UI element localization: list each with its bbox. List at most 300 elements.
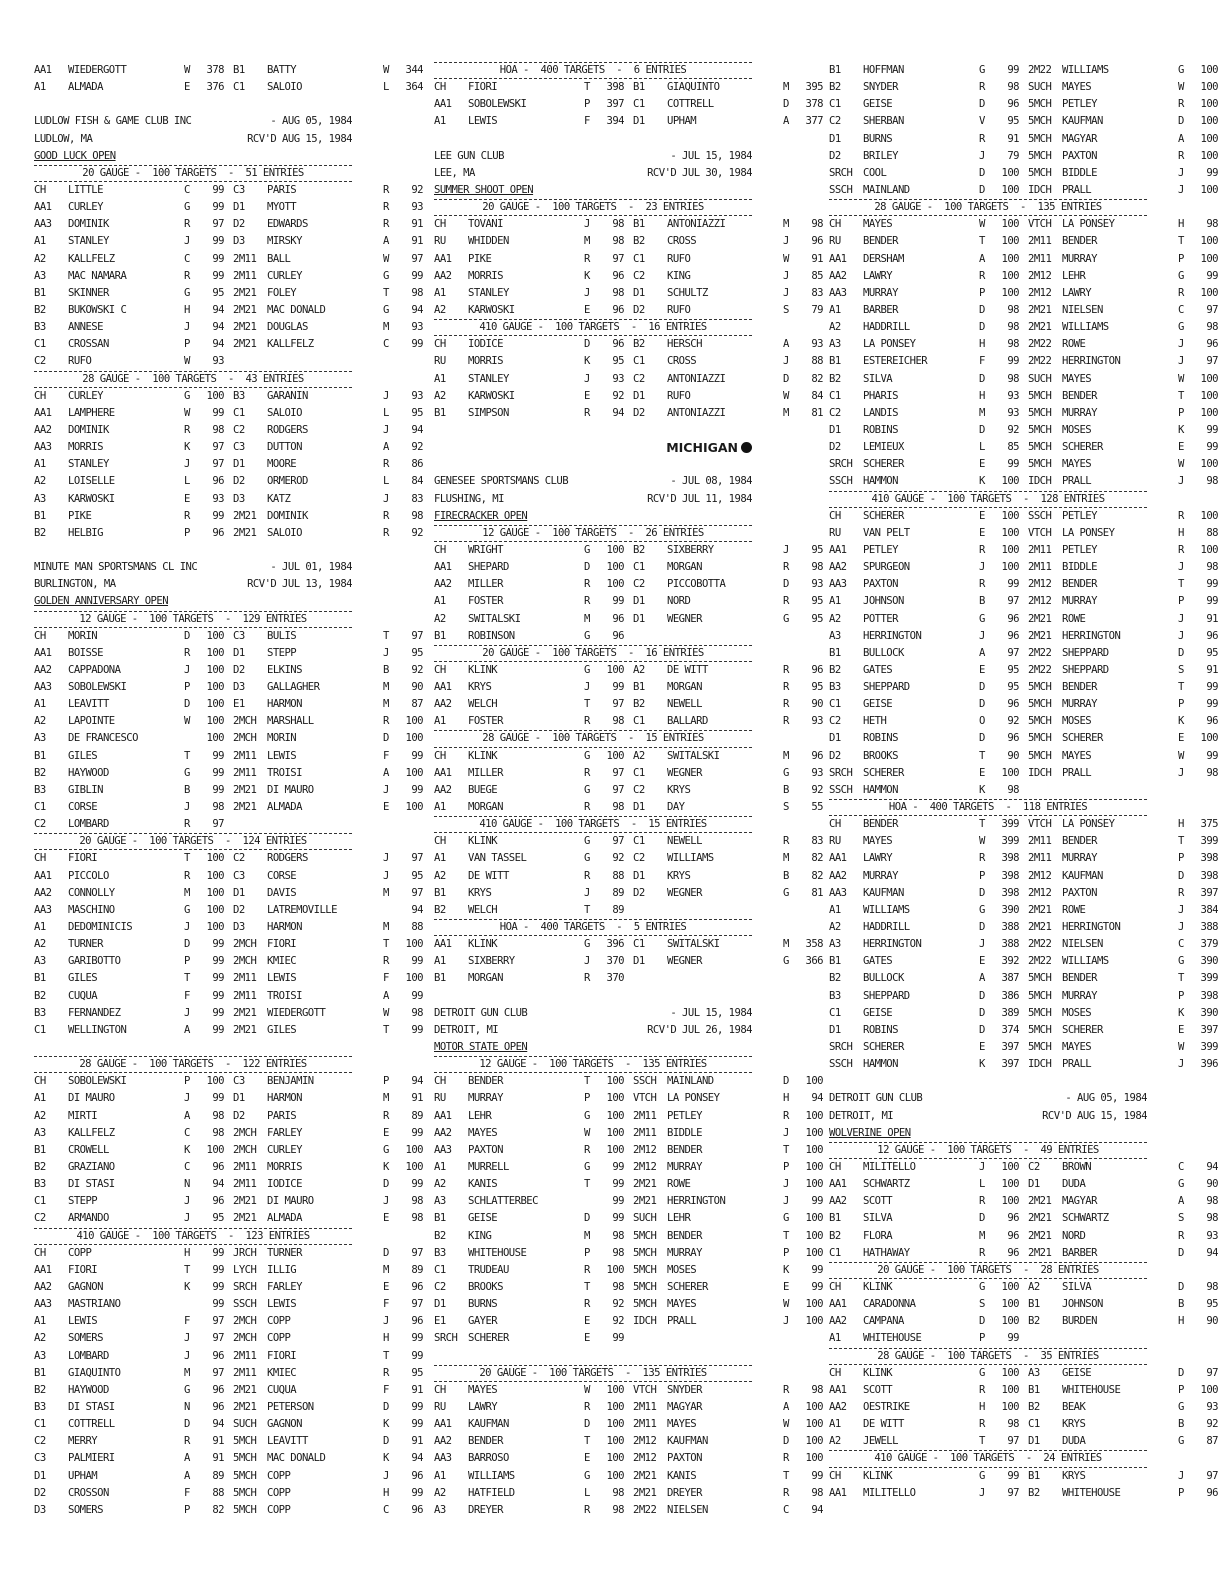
result-right [233, 456, 423, 473]
class-code: C2 [434, 1280, 446, 1293]
shooter-name: WIEDERGOTT [68, 64, 127, 76]
event-header: HOA - 400 TARGETS - 5 ENTRIES [434, 919, 752, 936]
result-left [34, 1090, 224, 1107]
result-right [1028, 850, 1218, 867]
class-code: CH [34, 852, 46, 865]
shooter-name: HERSCH [667, 338, 702, 351]
shooter-name [667, 628, 783, 645]
result-left [434, 251, 624, 268]
result-right [1028, 353, 1218, 370]
initial: T [184, 1263, 190, 1276]
score: 96 [811, 749, 823, 762]
result-row [829, 936, 1218, 953]
class-code: C2 [233, 423, 245, 436]
score: 95 [1007, 681, 1019, 694]
result-right [1028, 1228, 1218, 1245]
initial: B [1178, 1298, 1184, 1311]
club-info: DETROIT GUN CLUB [829, 1092, 923, 1105]
class-code: SSCH [829, 475, 853, 488]
result-right [233, 285, 423, 302]
initial: P [584, 1246, 590, 1259]
shooter-name: LANDIS [863, 406, 898, 419]
result-left [829, 696, 1019, 713]
shooter-name: MORRIS [468, 269, 503, 282]
shooter-name [1062, 782, 1178, 799]
score: 100 [206, 852, 224, 865]
initial: J [184, 663, 190, 676]
result-left [434, 542, 624, 559]
result-right [233, 936, 423, 953]
spacer [34, 96, 352, 113]
class-code: A2 [34, 715, 46, 728]
shooter-name: KMIEC [267, 1366, 297, 1379]
result-right [1028, 388, 1218, 405]
score: 97 [1206, 1366, 1218, 1379]
initial: T [584, 1435, 590, 1448]
class-code: B1 [34, 286, 46, 299]
class-code: C1 [34, 338, 46, 351]
score: 99 [212, 1023, 224, 1036]
score: 100 [1001, 269, 1019, 282]
shooter-name: MOORE [267, 458, 297, 471]
shooter-name: FIORI [267, 938, 297, 951]
class-code: 2M21 [233, 1195, 257, 1208]
result-left [829, 251, 1019, 268]
initial: T [783, 1143, 789, 1156]
initial: R [783, 1383, 789, 1396]
score: 100 [1200, 115, 1218, 128]
shooter-name: RUFO [667, 389, 691, 402]
result-right [1028, 662, 1218, 679]
initial: J [184, 1332, 190, 1345]
class-code: B1 [34, 749, 46, 762]
score: 98 [612, 286, 624, 299]
class-code [633, 902, 667, 919]
result-right [233, 782, 423, 799]
initial: M [584, 612, 590, 625]
score: 97 [1206, 1469, 1218, 1482]
result-row [34, 199, 423, 216]
score: 100 [1001, 1178, 1019, 1191]
result-left [34, 782, 224, 799]
shooter-name: LAWRY [1062, 286, 1092, 299]
class-code: E1 [434, 1315, 446, 1328]
score: 100 [405, 715, 423, 728]
initial: D [979, 98, 985, 111]
result-left [34, 730, 224, 747]
shooter-name: BALLARD [667, 715, 708, 728]
result-row [34, 902, 423, 919]
result-row [829, 1485, 1218, 1502]
result-row [829, 1365, 1218, 1382]
score: 99 [212, 201, 224, 214]
result-row [434, 1073, 823, 1090]
score [395, 816, 423, 833]
initial: D [979, 989, 985, 1002]
result-right [633, 302, 823, 319]
shooter-name: BIDDLE [667, 1126, 702, 1139]
initial: J [979, 149, 985, 162]
date-info: RCV'D JUL 11, 1984 [647, 492, 752, 505]
class-code: CH [434, 1383, 446, 1396]
class-code: A1 [829, 903, 841, 916]
score: 94 [1206, 1246, 1218, 1259]
initial: T [1178, 972, 1184, 985]
result-right [1028, 902, 1218, 919]
result-row [829, 730, 1218, 747]
result-right [233, 62, 423, 79]
shooter-name: STANLEY [468, 286, 509, 299]
class-code: C1 [829, 1246, 841, 1259]
shooter-name: BENDER [863, 235, 898, 248]
class-code: AA1 [434, 766, 452, 779]
result-right [633, 113, 823, 130]
initial: G [979, 64, 985, 76]
score: 100 [206, 715, 224, 728]
class-code: AA3 [34, 903, 52, 916]
score: 96 [612, 338, 624, 351]
shooter-name: KAUFMAN [468, 1418, 509, 1431]
initial: R [1178, 886, 1184, 899]
initial: J [184, 1006, 190, 1019]
initial: J [783, 355, 789, 368]
class-code: 5MCH [1028, 166, 1052, 179]
shooter-name: MAYES [1062, 749, 1092, 762]
shooter-name: BOISSE [68, 646, 103, 659]
score: 98 [612, 1246, 624, 1259]
initial: T [584, 1178, 590, 1191]
result-row [829, 233, 1218, 250]
initial: R [184, 1435, 190, 1448]
class-code [633, 970, 667, 987]
initial: B [783, 869, 789, 882]
shooter-name: MAYES [863, 835, 893, 848]
score: 100 [1001, 1161, 1019, 1173]
result-right [233, 508, 423, 525]
score: 95 [411, 1366, 423, 1379]
result-row [829, 748, 1218, 765]
result-left [34, 1279, 224, 1296]
shooter-name: SALOIO [267, 406, 302, 419]
shooter-name: COPP [267, 1503, 291, 1516]
initial: J [184, 321, 190, 334]
class-code: AA1 [829, 1486, 847, 1499]
score: 98 [1007, 372, 1019, 385]
class-code: IDCH [1028, 766, 1052, 779]
class-code: B2 [829, 372, 841, 385]
result-right [233, 850, 423, 867]
class-code: 2M21 [233, 509, 257, 522]
score: 95 [212, 286, 224, 299]
initial: E [383, 801, 389, 814]
initial: C [383, 338, 389, 351]
class-code: A2 [829, 1435, 841, 1448]
initial: T [979, 1435, 985, 1448]
score: 98 [1206, 218, 1218, 231]
result-left [829, 628, 1019, 645]
class-code: AA1 [34, 646, 52, 659]
result-left [434, 1108, 624, 1125]
shooter-name: LEWIS [468, 115, 498, 128]
score: 100 [606, 1109, 624, 1122]
initial: J [184, 1349, 190, 1362]
initial: P [184, 1503, 190, 1516]
score: 99 [811, 1195, 823, 1208]
date-info: - AUG 05, 1984 [1065, 1092, 1147, 1105]
result-left [34, 491, 224, 508]
initial: G [184, 903, 190, 916]
shooter-name: ALMADA [267, 1212, 302, 1225]
initial: K [783, 1263, 789, 1276]
shooter-name: IODICE [468, 338, 503, 351]
shooter-name: FERNANDEZ [68, 1006, 121, 1019]
result-right [1028, 371, 1218, 388]
result-left [829, 1416, 1019, 1433]
shooter-name: SCOTT [863, 1383, 893, 1396]
result-row [34, 1485, 423, 1502]
result-row [829, 885, 1218, 902]
result-row [34, 353, 352, 370]
initial: D [383, 1178, 389, 1191]
score: 100 [405, 938, 423, 951]
initial: A [1178, 1195, 1184, 1208]
shooter-name: KARWOSKI [68, 492, 115, 505]
shooter-name: COPP [267, 1486, 291, 1499]
class-code: D1 [633, 869, 645, 882]
class-code: 5MCH [1028, 406, 1052, 419]
result-left [34, 473, 224, 490]
result-right [233, 1176, 423, 1193]
result-right [633, 696, 823, 713]
shooter-name: HERRINGTON [1062, 921, 1121, 934]
initial: L [383, 475, 389, 488]
result-row [829, 542, 1218, 559]
score: 89 [411, 1109, 423, 1122]
event-header: 20 GAUGE - 100 TARGETS - 135 ENTRIES [434, 1365, 752, 1382]
initial: K [979, 783, 985, 796]
score: 89 [612, 903, 624, 916]
result-left [34, 1193, 224, 1210]
shooter-name: HATFIELD [468, 1486, 515, 1499]
shooter-name: MAYES [468, 1383, 498, 1396]
shooter-name: JOHNSON [1062, 1298, 1103, 1311]
score: 96 [1007, 1212, 1019, 1225]
result-left [434, 850, 624, 867]
shooter-name: PIKE [68, 509, 92, 522]
score: 100 [405, 801, 423, 814]
initial: E [184, 492, 190, 505]
results-column-right [829, 62, 1218, 1502]
score: 100 [805, 1143, 823, 1156]
result-right [633, 1279, 823, 1296]
class-code: D1 [434, 1298, 446, 1311]
shooter-name: KANIS [468, 1178, 498, 1191]
score: 97 [411, 1298, 423, 1311]
class-code: B2 [829, 663, 841, 676]
initial: A [1178, 132, 1184, 145]
shooter-name: GAGNON [68, 1280, 103, 1293]
class-code: D1 [233, 201, 245, 214]
initial: J [1178, 475, 1184, 488]
result-right [1028, 988, 1218, 1005]
shooter-name: DREYER [468, 1503, 503, 1516]
class-code: B1 [1028, 1298, 1040, 1311]
initial: P [979, 869, 985, 882]
initial: G [584, 629, 590, 642]
shooter-name: PHARIS [863, 389, 898, 402]
result-right [1028, 628, 1218, 645]
score: 93 [811, 578, 823, 591]
result-left [34, 713, 224, 730]
initial: M [184, 1366, 190, 1379]
class-code: 5MCH [1028, 681, 1052, 694]
result-left [34, 1159, 224, 1176]
class-code: 2M21 [233, 1212, 257, 1225]
result-right [233, 353, 423, 370]
result-left [434, 1279, 624, 1296]
class-code [233, 816, 267, 833]
club-header-line [434, 491, 752, 508]
class-code: 5MCH [633, 1246, 657, 1259]
shooter-name: SHEPPARD [863, 989, 910, 1002]
score: 99 [411, 1400, 423, 1413]
initial: P [1178, 852, 1184, 865]
initial: J [184, 235, 190, 248]
class-code: SSCH [829, 183, 853, 196]
class-code: D3 [233, 235, 245, 248]
result-right [233, 1416, 423, 1433]
shooter-name: WHITEHOUSE [468, 1246, 527, 1259]
result-left [34, 936, 224, 953]
initial: M [383, 921, 389, 934]
score: 91 [1206, 612, 1218, 625]
class-code: C2 [829, 406, 841, 419]
class-code: A2 [34, 1332, 46, 1345]
initial: P [1178, 698, 1184, 711]
shooter-name: BUKOWSKI C [68, 303, 127, 316]
score: 93 [411, 201, 423, 214]
result-right [233, 182, 423, 199]
initial: G [783, 886, 789, 899]
score [1190, 1330, 1218, 1347]
class-code: B3 [34, 321, 46, 334]
club-info: DETROIT GUN CLUB [434, 1006, 528, 1019]
shooter-name: HERRINGTON [863, 938, 922, 951]
shooter-name: MAYES [1062, 458, 1092, 471]
score: 90 [411, 681, 423, 694]
initial: K [1178, 715, 1184, 728]
result-right [233, 1296, 423, 1313]
result-right [633, 850, 823, 867]
result-row [829, 148, 1218, 165]
initial: J [783, 269, 789, 282]
result-row [34, 696, 423, 713]
shooter-name: TRUDEAU [468, 1263, 509, 1276]
event-header: 28 GAUGE - 100 TARGETS - 122 ENTRIES [34, 1056, 352, 1073]
score: 84 [411, 475, 423, 488]
class-code: D2 [633, 886, 645, 899]
initial: J [584, 886, 590, 899]
class-code: CH [34, 183, 46, 196]
result-row [34, 1245, 423, 1262]
score: 96 [612, 303, 624, 316]
result-right [233, 730, 423, 747]
shooter-name: TURNER [267, 1246, 302, 1259]
result-right [1028, 131, 1218, 148]
initial: M [783, 81, 789, 94]
shooter-name: WIEDERGOTT [267, 1006, 326, 1019]
result-left [434, 1245, 624, 1262]
initial: M [584, 1229, 590, 1242]
shooter-name: SHEPPARD [1062, 646, 1109, 659]
result-right [1028, 216, 1218, 233]
result-row [829, 1022, 1218, 1039]
shooter-name: KRYS [468, 886, 492, 899]
score: 99 [212, 989, 224, 1002]
result-row [34, 388, 423, 405]
result-row [34, 850, 423, 867]
class-code: AA2 [34, 423, 52, 436]
shooter-name: SILVA [863, 1212, 893, 1225]
initial: D [184, 938, 190, 951]
initial: S [979, 1298, 985, 1311]
class-code: AA3 [34, 681, 52, 694]
initial: J [1178, 903, 1184, 916]
result-row [829, 988, 1218, 1005]
class-code: CH [434, 663, 446, 676]
class-code: AA3 [829, 886, 847, 899]
class-code: AA2 [829, 1400, 847, 1413]
initial: G [584, 852, 590, 865]
shooter-name: DI MAURO [267, 1195, 314, 1208]
initial: D [979, 1212, 985, 1225]
score: 100 [1001, 286, 1019, 299]
club-header-line [434, 165, 752, 182]
score: 377 [805, 115, 823, 128]
class-code: 2M11 [1028, 252, 1052, 265]
initial: M [783, 218, 789, 231]
initial: F [184, 989, 190, 1002]
result-right [633, 1090, 823, 1107]
initial: S [783, 303, 789, 316]
initial: J [584, 372, 590, 385]
score: 92 [612, 1298, 624, 1311]
result-left [34, 645, 224, 662]
shooter-name: MIRSKY [267, 235, 302, 248]
score: 100 [1001, 252, 1019, 265]
result-left [829, 713, 1019, 730]
shooter-name: NORD [667, 595, 691, 608]
shooter-name: MORIN [267, 732, 297, 745]
initial: F [383, 1298, 389, 1311]
result-right [1028, 1193, 1218, 1210]
class-code: 2M22 [1028, 64, 1052, 76]
score: 98 [212, 423, 224, 436]
score: 99 [1206, 166, 1218, 179]
result-row [434, 1450, 823, 1467]
initial: D [783, 1075, 789, 1088]
shooter-name: COTTRELL [68, 1418, 115, 1431]
result-left [829, 1159, 1019, 1176]
shooter-name: BENDER [1062, 235, 1097, 248]
class-code: A1 [34, 458, 46, 471]
class-code: A1 [434, 1161, 446, 1173]
initial: G [783, 766, 789, 779]
initial [184, 730, 196, 747]
initial: G [383, 303, 389, 316]
shoot-title: WOLVERINE OPEN [829, 1126, 911, 1139]
initial: T [1178, 235, 1184, 248]
